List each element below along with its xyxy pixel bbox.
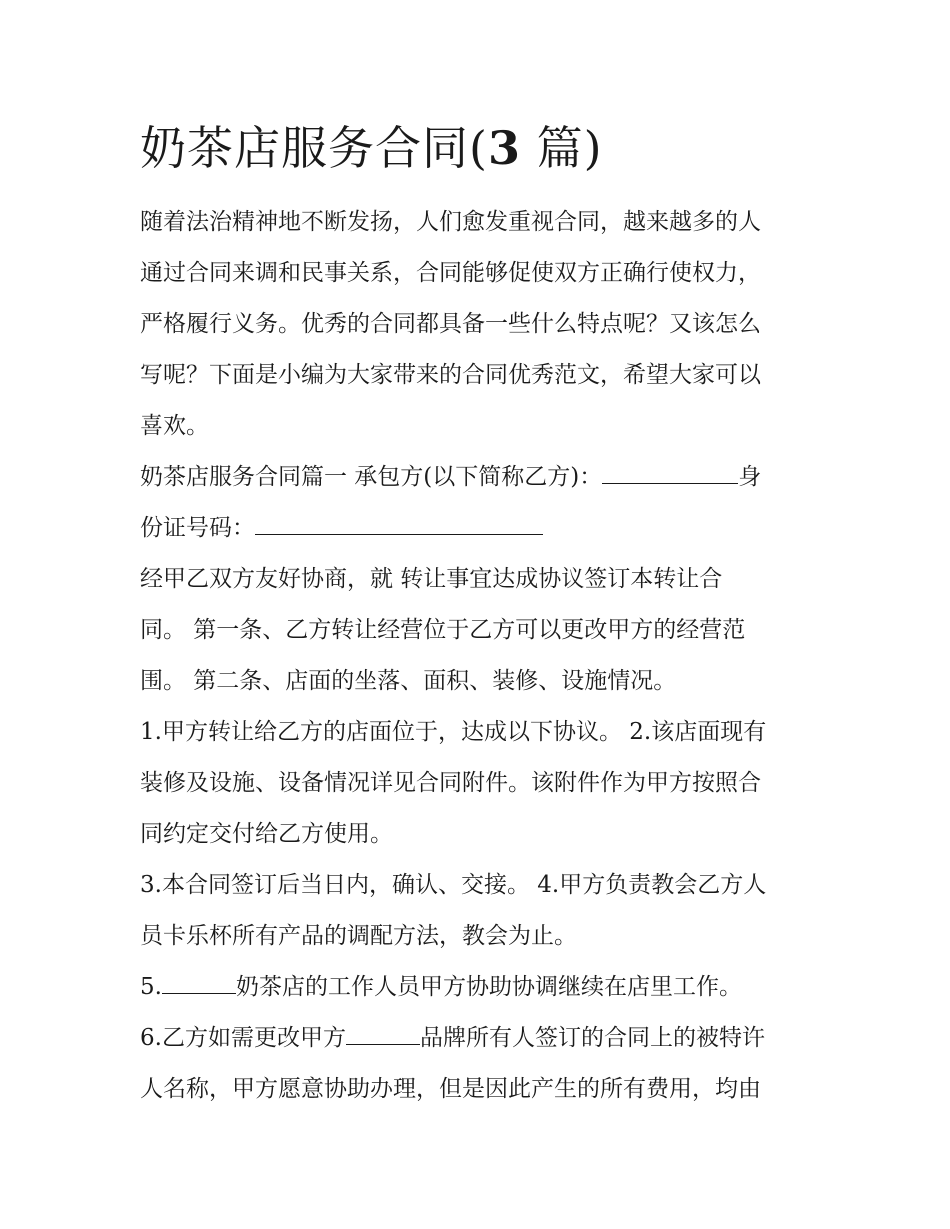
item-5 [140,962,820,1013]
item-6 [140,1013,820,1115]
item-5-number: 5. [140,974,162,1000]
item-line: 人名称，甲方愿意协助办理，但是因此产生的所有费用，均由 [140,1076,761,1102]
contractor-name-blank [602,453,738,484]
intro-paragraph [140,197,820,452]
section-one-header [140,452,820,554]
intro-line: 写呢？下面是小编为大家带来的合同优秀范文，希望大家可以 [140,362,761,388]
item-3-4 [140,860,820,962]
item-line: 员卡乐杯所有产品的调配方法，教会为止。 [140,923,577,949]
contractor-line [140,452,820,503]
paragraph-line: 经甲乙双方友好协商，就 转让事宜达成协议签订本转让合 [140,566,723,592]
item-5-text: 奶茶店的工作人员甲方协助协调继续在店里工作。 [235,974,742,1000]
item-line: 3.本合同签订后当日内，确认、交接。 4.甲方负责教会乙方人 [140,872,767,898]
id-number-blank [255,504,543,535]
contractor-tail: 身 [738,464,762,490]
item-6-blank [346,1014,420,1045]
title-number: 3 [487,121,521,175]
intro-line: 喜欢。 [140,413,209,439]
item-6-text-end: 品牌所有人签订的合同上的被特许 [419,1025,765,1051]
title-main: 奶茶店服务合同( [140,121,488,175]
contractor-label: 奶茶店服务合同篇一 承包方(以下简称乙方)： [140,464,603,490]
item-line: 装修及设施、设备情况详见合同附件。该附件作为甲方按照合 [140,770,761,796]
item-1-2 [140,707,820,860]
intro-line: 通过合同来调和民事关系，合同能够促使双方正确行使权力， [140,260,761,286]
document-body [140,197,820,1115]
item-line [140,962,820,1013]
paragraph-line: 同。 第一条、乙方转让经营位于乙方可以更改甲方的经营范 [140,617,746,643]
item-line: 1.甲方转让给乙方的店面位于，达成以下协议。 2.该店面现有 [140,719,767,745]
document-title [140,116,603,180]
item-line [140,1013,820,1064]
item-6-text-start: 6.乙方如需更改甲方 [140,1025,346,1051]
intro-line: 随着法治精神地不断发扬，人们愈发重视合同，越来越多的人 [140,209,761,235]
paragraph-line: 围。 第二条、店面的坐落、面积、装修、设施情况。 [140,668,677,694]
intro-line: 严格履行义务。优秀的合同都具备一些什么特点呢？又该怎么 [140,311,761,337]
id-number-line [140,503,820,554]
title-end: 篇) [520,121,603,175]
item-5-blank [162,963,236,994]
id-number-label: 份证号码： [140,515,255,541]
section-one-paragraph [140,554,820,707]
item-line: 同约定交付给乙方使用。 [140,821,393,847]
